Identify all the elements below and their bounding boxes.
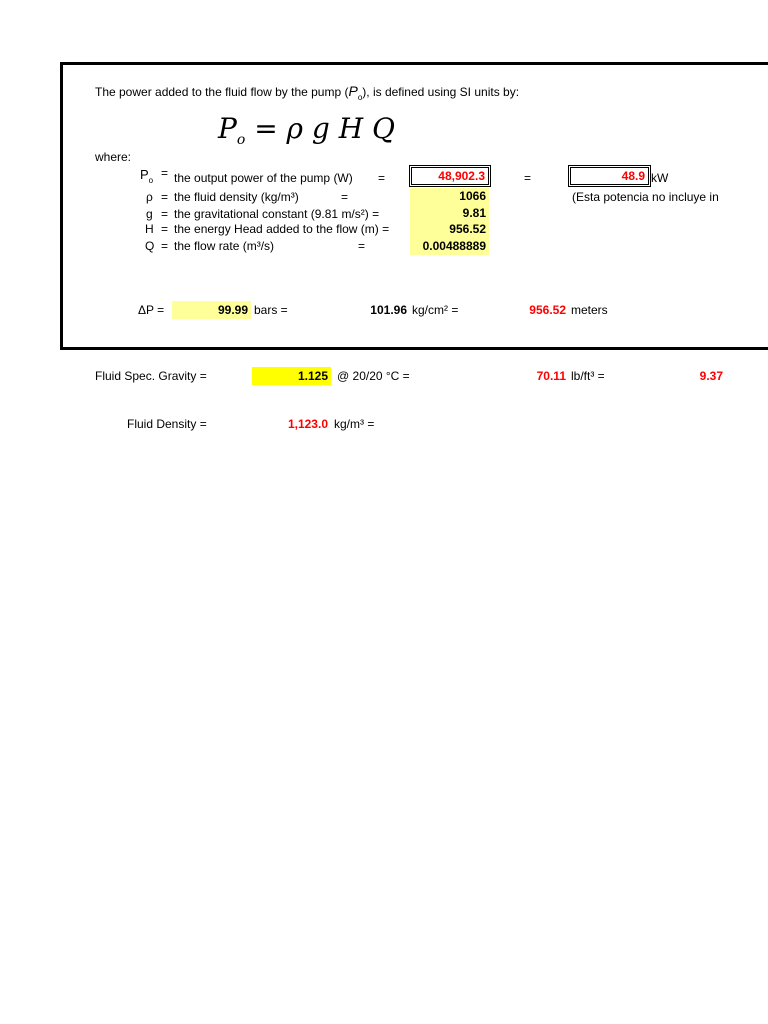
def-eq-gravity: = — [161, 207, 169, 221]
output-power-value: 48,902.3 — [411, 167, 489, 185]
gravity-input[interactable]: 9.81 — [410, 205, 489, 222]
head-input[interactable]: 956.52 — [410, 221, 489, 238]
density-input[interactable]: 1066 — [410, 188, 489, 205]
def-symbol-flow: Q — [145, 239, 155, 253]
fluid-density-unit: kg/m³ = — [334, 417, 375, 431]
def-text-density: the fluid density (kg/m³) — [174, 190, 299, 204]
def-symbol-gravity: g — [146, 207, 153, 221]
fluid-density-label: Fluid Density = — [127, 417, 207, 431]
formula-lhs: P — [218, 112, 237, 145]
pressure-label: ΔP = — [138, 303, 165, 317]
kw-note: (Esta potencia no incluye in — [572, 190, 719, 204]
def-symbol-power-sub: o — [148, 176, 154, 185]
def-text-power: the output power of the pump (W) — [174, 171, 353, 185]
def-symbol-power-main: P — [140, 167, 149, 182]
def-text-flow: the flow rate (m³/s) — [174, 239, 275, 253]
def-eq-head: = — [161, 222, 169, 236]
density-lbft-unit: lb/ft³ = — [571, 369, 605, 383]
intro-symbol-sub: o — [357, 93, 363, 102]
where-label: where: — [95, 150, 132, 164]
def-trail-density: = — [341, 190, 349, 204]
fluid-density-value: 1,123.0 — [287, 417, 328, 431]
intro-symbol: P — [348, 83, 358, 99]
intro-after: ), is defined using SI units by: — [362, 85, 520, 99]
def-trail-flow: = — [358, 239, 366, 253]
pressure-meters-unit: meters — [571, 303, 608, 317]
pressure-kgcm-value: 101.96 — [370, 303, 407, 317]
def-eq-power: = — [161, 166, 169, 180]
pressure-bars-input[interactable]: 99.99 — [172, 301, 251, 319]
def-symbol-density: ρ — [146, 190, 153, 204]
flow-rate-input[interactable]: 0.00488889 — [410, 237, 489, 255]
kw-value: 48.9 — [570, 167, 649, 185]
def-eq-flow: = — [161, 239, 169, 253]
spec-gravity-input[interactable]: 1.125 — [252, 367, 331, 385]
def-text-head: the energy Head added to the flow (m) = — [174, 222, 390, 236]
spec-gravity-label: Fluid Spec. Gravity = — [95, 369, 207, 383]
formula-rhs: = ρ g H Q — [254, 112, 396, 145]
pressure-kgcm-unit: kg/cm² = — [412, 303, 459, 317]
def-trail-power: = — [378, 171, 386, 185]
def-symbol-head: H — [145, 222, 154, 236]
gravity-extra-value: 9.37 — [699, 369, 723, 383]
def-symbol-power — [140, 167, 154, 185]
def-eq-density: = — [161, 190, 169, 204]
power-formula — [218, 112, 396, 148]
formula-lhs-sub: o — [236, 132, 246, 148]
def-text-gravity: the gravitational constant (9.81 m/s²) = — [174, 207, 380, 221]
kw-eq: = — [524, 171, 532, 185]
spec-gravity-condition: @ 20/20 °C = — [337, 369, 410, 383]
intro-before: The power added to the fluid flow by the pump ( — [95, 85, 349, 99]
pressure-bars-unit: bars = — [254, 303, 288, 317]
kw-unit: kW — [651, 171, 669, 185]
intro-text — [95, 83, 520, 102]
density-lbft-value: 70.11 — [536, 369, 566, 383]
pressure-meters-value: 956.52 — [529, 303, 566, 317]
